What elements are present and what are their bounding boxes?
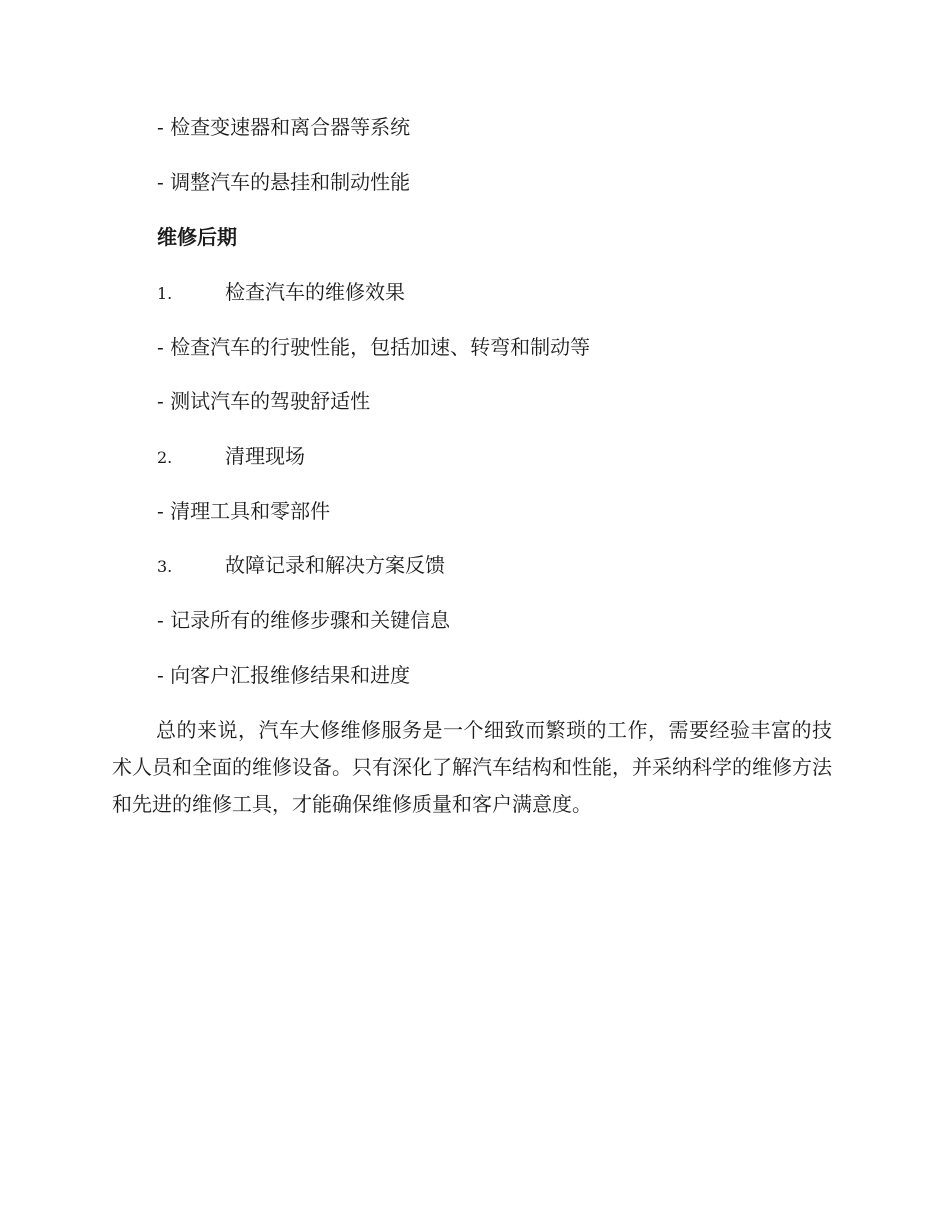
bullet-clean-tools: - 清理工具和零部件 xyxy=(157,499,331,523)
bullet-adjust-suspension: - 调整汽车的悬挂和制动性能 xyxy=(157,170,411,194)
step-2-number: 2. xyxy=(157,448,173,467)
bullet-driving-comfort: - 测试汽车的驾驶舒适性 xyxy=(157,389,371,413)
step-1 xyxy=(157,278,405,308)
bullet-report-customer: - 向客户汇报维修结果和进度 xyxy=(157,663,411,687)
step-1-number: 1. xyxy=(157,284,173,303)
bullet-record-steps: - 记录所有的维修步骤和关键信息 xyxy=(157,608,451,632)
step-2-text: 清理现场 xyxy=(225,444,305,468)
step-3-text: 故障记录和解决方案反馈 xyxy=(225,553,445,577)
summary-paragraph: 总的来说，汽车大修维修服务是一个细致而繁琐的工作，需要经验丰富的技术人员和全面的维修设备。只有深化了解汽车结构和性能，并采纳科学的维修方法和先进的维修工具，才能确保维修质量和客户满意度。 xyxy=(112,718,832,816)
section-heading: 维修后期 xyxy=(157,225,237,249)
bullet-check-transmission: - 检查变速器和离合器等系统 xyxy=(157,115,411,139)
step-1-text: 检查汽车的维修效果 xyxy=(225,280,405,304)
step-3-number: 3. xyxy=(157,557,173,576)
step-3 xyxy=(157,551,445,581)
step-2 xyxy=(157,442,305,472)
bullet-driving-performance: - 检查汽车的行驶性能，包括加速、转弯和制动等 xyxy=(157,335,591,359)
